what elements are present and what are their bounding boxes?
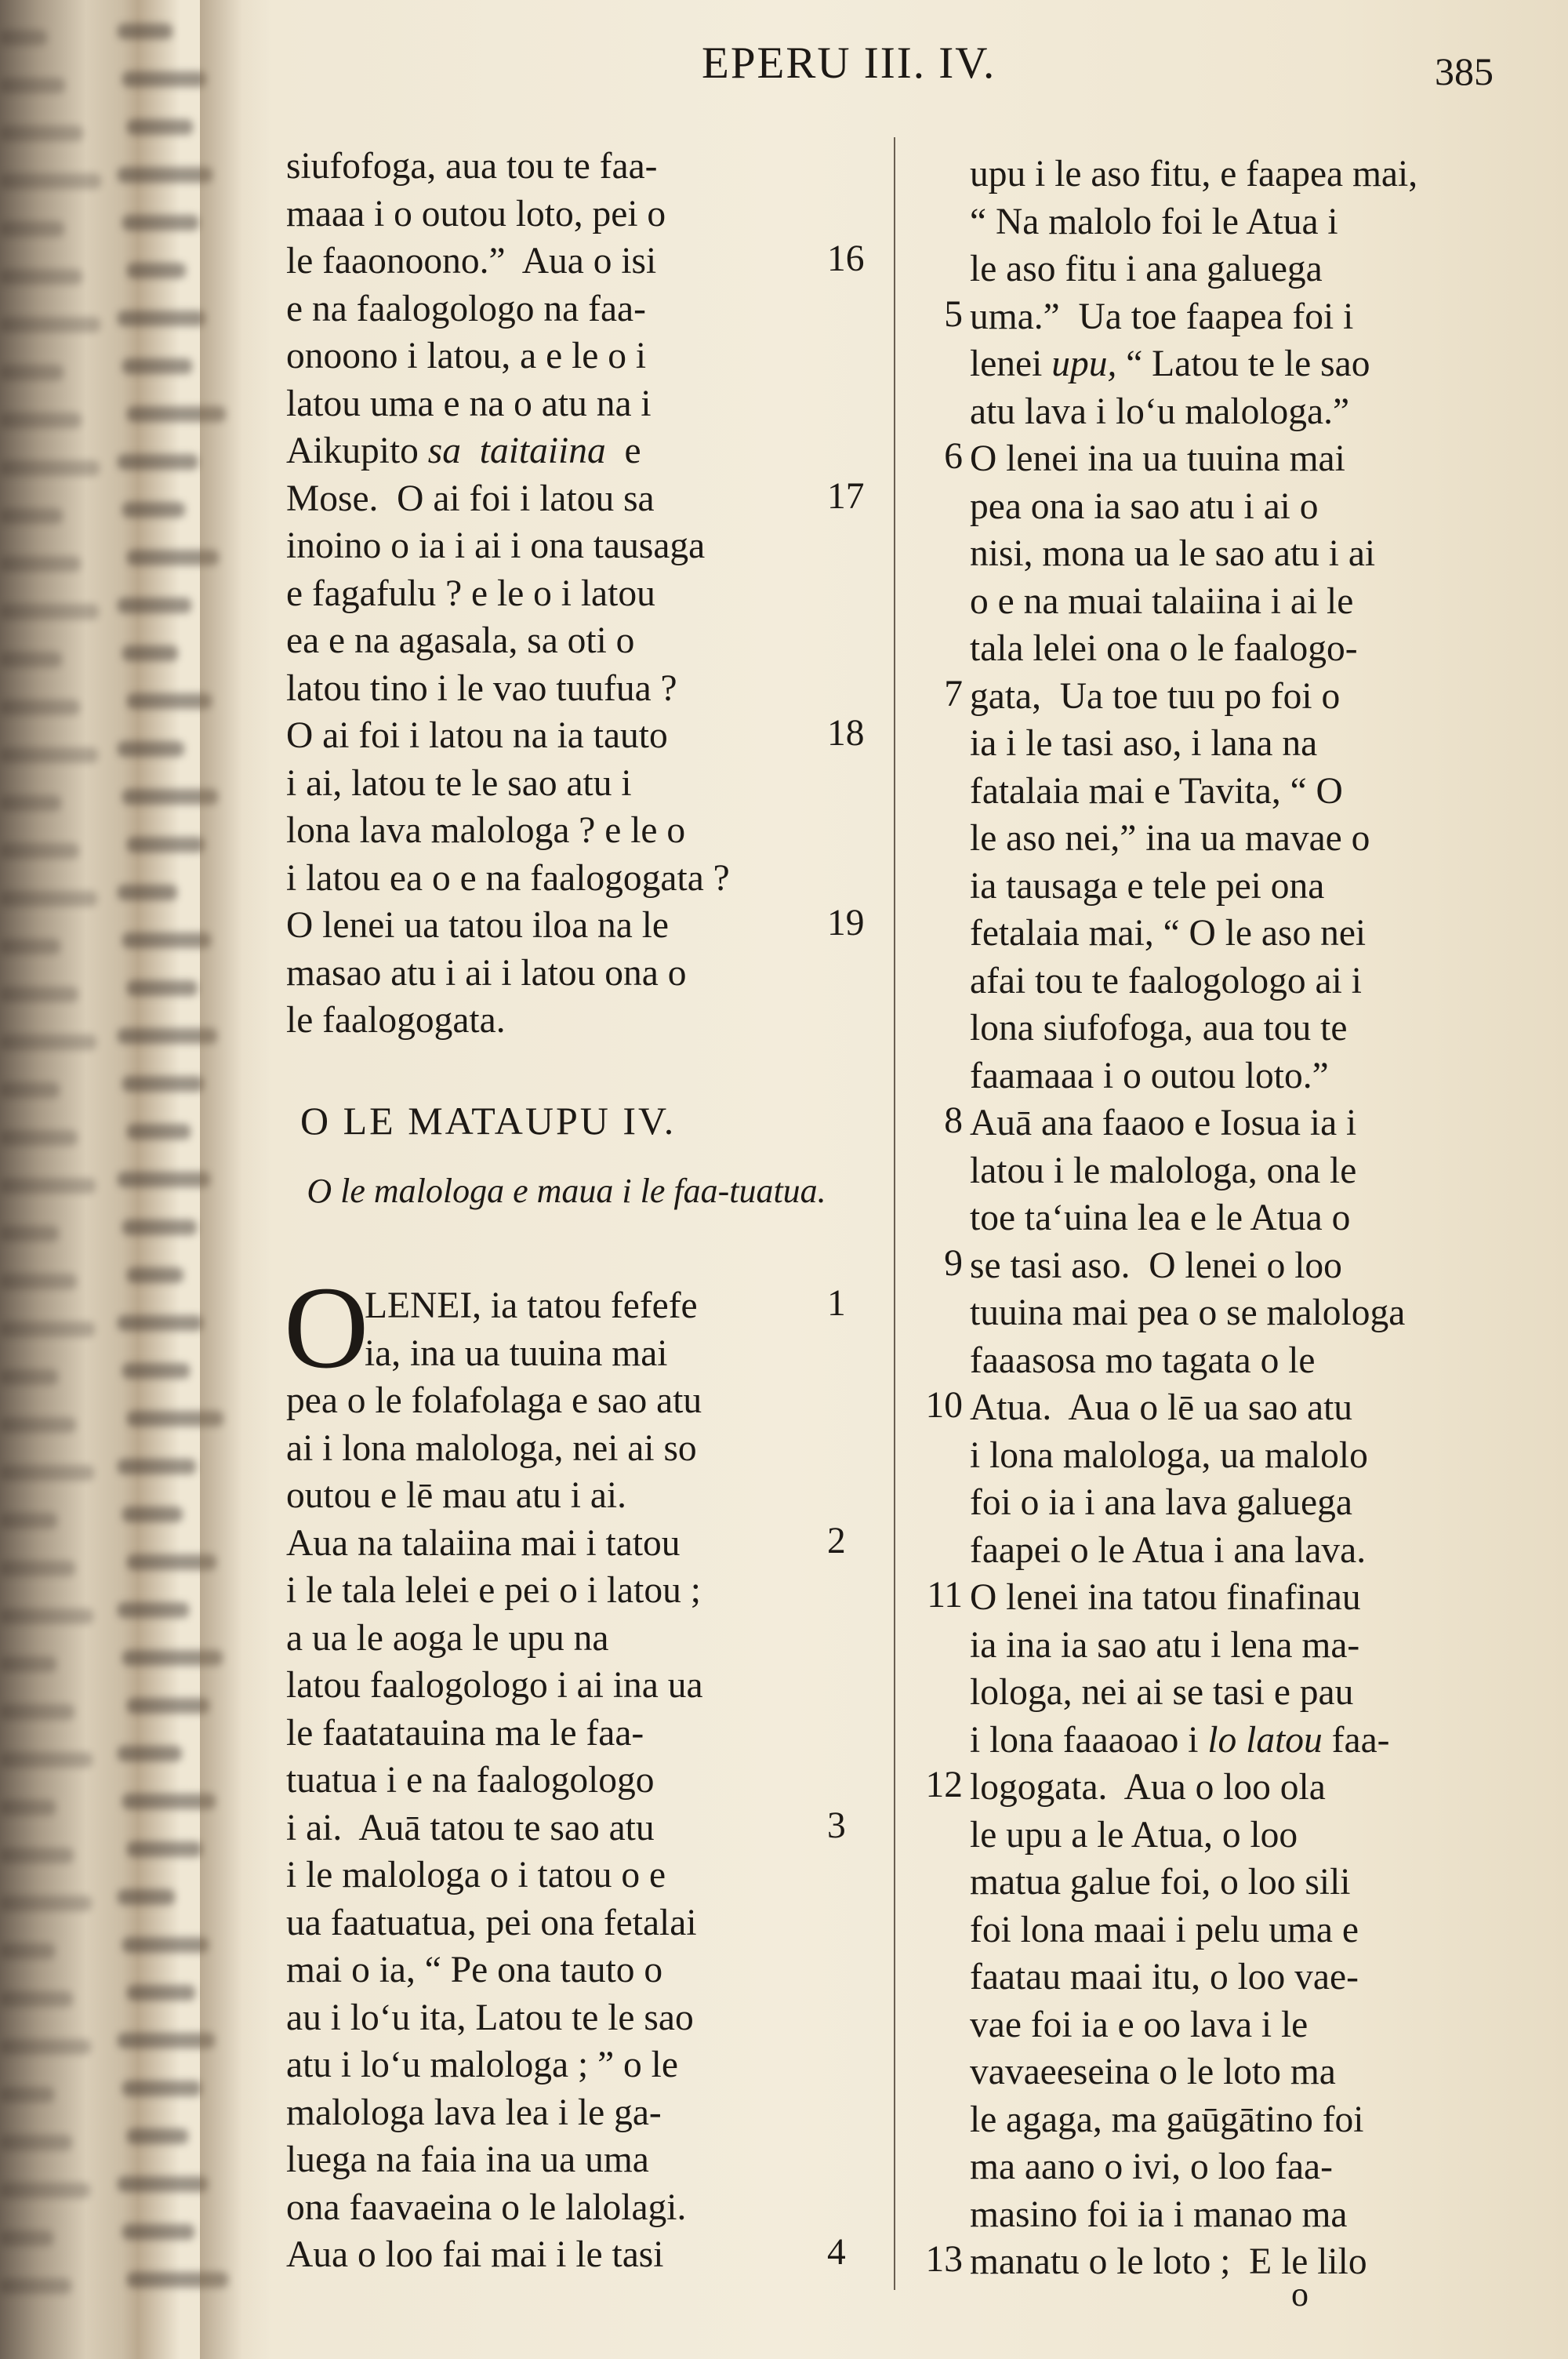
text-line: i le malologa o i tatou o e xyxy=(286,1855,666,1896)
text-line: o e na muai talaiina i ai le xyxy=(970,580,1354,622)
text-line: faapei o le Atua i ana lava. xyxy=(970,1529,1367,1571)
facing-text-line xyxy=(0,2087,54,2103)
facing-text-line xyxy=(127,1267,183,1283)
facing-text-line xyxy=(127,1841,202,1857)
facing-text-line xyxy=(0,1465,94,1481)
facing-text-line xyxy=(118,598,191,613)
facing-text-line xyxy=(0,843,79,859)
catchword: o xyxy=(1291,2275,1308,2314)
verse-number: 6 xyxy=(944,436,963,477)
verse-number: 16 xyxy=(827,238,865,279)
chapter-heading: O LE MATAUPU IV. xyxy=(300,1099,677,1143)
verse-number: 4 xyxy=(827,2232,846,2273)
text-line: ia ina ia sao atu i lena ma- xyxy=(970,1624,1360,1666)
text-line: latou faalogologo i ai ina ua xyxy=(286,1665,703,1706)
facing-text-line xyxy=(0,1130,78,1146)
text-line: maaa i o outou loto, pei o xyxy=(286,193,666,234)
facing-text-line xyxy=(0,2278,71,2294)
text-line: vavaeeseina o le loto ma xyxy=(970,2052,1336,2092)
text-line: ai i lona malologa, nei ai so xyxy=(286,1427,697,1469)
text-line: ia i le tasi aso, i lana na xyxy=(970,723,1318,764)
facing-text-line xyxy=(0,1943,55,1959)
text-line: le aso fitu i ana galuega xyxy=(970,249,1323,289)
text-span: faa- xyxy=(1322,1719,1390,1761)
facing-text-line xyxy=(0,1034,96,1050)
text-line: lona siufofoga, aua tou te xyxy=(970,1008,1348,1049)
right-column xyxy=(970,151,1417,2286)
text-line: e fagafulu ? e le o i latou xyxy=(286,572,655,614)
drop-cap: O xyxy=(284,1263,369,1393)
text-line: outou e lē mau atu i ai. xyxy=(286,1475,626,1516)
text-span: e xyxy=(605,431,641,471)
text-line: Auā ana faaoo e Iosua ia i xyxy=(970,1103,1357,1143)
text-line: pea o le folafolaga e sao atu xyxy=(286,1380,702,1421)
facing-text-line xyxy=(0,2039,91,2055)
facing-text-line xyxy=(127,1985,195,2001)
text-line: inoino o ia i ai i ona tausaga xyxy=(286,525,706,566)
verse-number: 9 xyxy=(944,1242,963,1284)
verse-number: 17 xyxy=(827,475,865,517)
text-line: siufofoga, aua tou te faa- xyxy=(286,146,658,187)
facing-text-line xyxy=(0,125,83,141)
facing-text-line xyxy=(118,1315,203,1331)
text-line: atu i loʻu malologa ; ” o le xyxy=(286,2045,678,2085)
text-line: i lona faaaoao i lo latou faa- xyxy=(970,1719,1390,1761)
facing-text-line xyxy=(0,2230,53,2246)
facing-text-line xyxy=(122,2081,201,2096)
text-line: foi lona maai i pelu uma e xyxy=(970,1909,1359,1950)
text-line: Mose. O ai foi i latou sa xyxy=(286,478,655,519)
text-line: masino foi ia i manao ma xyxy=(970,2194,1348,2235)
text-line: le upu a le Atua, o loo xyxy=(970,1814,1298,1856)
facing-text-line xyxy=(0,2183,90,2198)
facing-text-line xyxy=(0,1321,95,1337)
facing-text-line xyxy=(0,1513,57,1528)
text-line: onoono i latou, a e le o i xyxy=(286,336,647,376)
text-line: le faatatauina ma le faa- xyxy=(286,1712,644,1754)
facing-text-line xyxy=(0,1848,74,1863)
facing-text-line xyxy=(0,1656,56,1672)
text-line: a ua le aoga le upu na xyxy=(286,1617,609,1659)
facing-text-line xyxy=(0,1991,73,2007)
text-line: faamaaa i o outou loto.” xyxy=(970,1055,1329,1096)
text-line: lologa, nei ai se tasi e pau xyxy=(970,1672,1354,1713)
facing-text-line xyxy=(122,2224,194,2240)
text-line: le faaonoono.” Aua o isi xyxy=(286,241,657,282)
facing-text-line xyxy=(0,413,82,428)
text-line: latou uma e na o atu na i xyxy=(286,383,652,424)
facing-text-line xyxy=(122,215,199,231)
text-line: matua galue foi, o loo sili xyxy=(970,1862,1351,1903)
facing-text-line xyxy=(118,741,184,757)
facing-text-line xyxy=(0,30,47,45)
facing-text-line xyxy=(118,311,205,326)
text-line: se tasi aso. O lenei o loo xyxy=(970,1245,1342,1286)
text-line: tuatua i e na faalogologo xyxy=(286,1760,655,1801)
verse-number: 11 xyxy=(927,1575,963,1616)
text-line: upu i le aso fitu, e faapea mai, xyxy=(970,154,1418,194)
facing-text-line xyxy=(0,1800,56,1816)
facing-text-line xyxy=(0,604,99,620)
facing-text-line xyxy=(122,645,178,661)
italic-text: lo latou xyxy=(1207,1719,1323,1761)
facing-text-line xyxy=(0,987,78,1002)
text-line: pea ona ia sao atu i ai o xyxy=(970,485,1319,527)
text-line: faatau maai itu, o loo vae- xyxy=(970,1957,1359,1997)
text-line: manatu o le loto ; E le lilo xyxy=(970,2241,1367,2282)
chapter-summary: O le malologa e maua i le faa-tuatua. xyxy=(307,1172,826,1210)
text-line: Aua na talaiina mai i tatou xyxy=(286,1522,681,1564)
text-line: “ Na malolo foi le Atua i xyxy=(970,201,1338,242)
facing-text-line xyxy=(118,1459,196,1474)
text-line: le agaga, ma gaūgātino foi xyxy=(970,2099,1364,2140)
italic-text: sa taitaiina xyxy=(427,431,606,471)
text-line: tala lelei ona o le faalogo- xyxy=(970,628,1358,669)
text-line: ma aano o ivi, o loo faa- xyxy=(970,2146,1333,2187)
text-line: tuuina mai pea o se malologa xyxy=(970,1292,1406,1333)
text-line: faaasosa mo tagata o le xyxy=(970,1339,1316,1381)
facing-text-line xyxy=(118,885,177,900)
text-line: latou tino i le vao tuufua ? xyxy=(286,667,677,709)
text-line: vae foi ia e oo lava i le xyxy=(970,2004,1308,2045)
text-line: le aso nei,” ina ua mavae o xyxy=(970,818,1370,859)
text-line: ia, ina ua tuuina mai xyxy=(365,1332,668,1374)
facing-text-line xyxy=(118,1889,175,1905)
verse-number: 2 xyxy=(827,1520,846,1561)
facing-text-line xyxy=(0,508,63,524)
page-number: 385 xyxy=(1435,49,1494,93)
text-line: i le tala lelei e pei o i latou ; xyxy=(286,1570,701,1611)
verse-number: 1 xyxy=(827,1283,846,1324)
facing-text-line xyxy=(0,700,80,715)
facing-text-line xyxy=(0,1369,58,1385)
facing-text-line xyxy=(122,71,206,87)
facing-text-line xyxy=(127,980,198,996)
facing-text-line xyxy=(118,1172,210,1187)
text-line: ona faavaeina o le lalolagi. xyxy=(286,2186,687,2228)
text-line: Aikupito sa taitaiina e xyxy=(286,431,641,471)
text-line: nisi, mona ua le sao atu i ai xyxy=(970,533,1376,574)
text-line: i latou ea o e na faalogogata ? xyxy=(286,857,730,899)
text-line: ea e na agasala, sa oti o xyxy=(286,620,635,661)
text-line: toe taʻuina lea e le Atua o xyxy=(970,1198,1351,1238)
facing-text-line xyxy=(0,652,62,667)
text-line: logogata. Aua o loo ola xyxy=(970,1767,1326,1808)
text-line: luega na faia ina ua uma xyxy=(286,2139,649,2180)
text-line: i ai. Auā tatou te sao atu xyxy=(286,1807,655,1848)
facing-text-line xyxy=(118,167,212,183)
facing-text-line xyxy=(0,1896,92,1911)
text-line: gata, Ua toe tuu po foi o xyxy=(970,675,1341,717)
facing-text-line xyxy=(0,1082,60,1098)
facing-text-line xyxy=(122,502,185,518)
facing-text-line xyxy=(0,1561,75,1576)
facing-text-line xyxy=(0,221,64,237)
text-line: atu lava i loʻu malologa.” xyxy=(970,391,1350,432)
text-line: latou i le malologa, ona le xyxy=(970,1150,1357,1191)
facing-text-line xyxy=(127,693,212,709)
text-line: i ai, latou te le sao atu i xyxy=(286,762,632,804)
left-column-bottom xyxy=(286,1282,703,2279)
verse-number: 7 xyxy=(944,673,963,714)
verse-number: 8 xyxy=(944,1100,963,1141)
facing-text-line xyxy=(122,1507,183,1522)
facing-text-line xyxy=(122,1363,190,1379)
facing-text-line xyxy=(0,1178,96,1194)
facing-text-line xyxy=(127,263,186,278)
verse-number: 12 xyxy=(925,1765,963,1805)
left-column-top xyxy=(286,143,730,1045)
verse-number: 13 xyxy=(925,2239,963,2280)
verse-number: 19 xyxy=(827,903,865,943)
text-line: le faalogogata. xyxy=(286,1000,506,1041)
facing-text-line xyxy=(0,269,82,285)
text-line: lenei upu, “ Latou te le sao xyxy=(970,343,1370,384)
text-line: i lona malologa, ua malolo xyxy=(970,1434,1368,1476)
book-gutter xyxy=(200,0,270,2359)
facing-text-line xyxy=(0,795,61,811)
text-line: O lenei ina ua tuuina mai xyxy=(970,438,1345,479)
text-line: foi o ia i ana lava galuega xyxy=(970,1482,1352,1523)
facing-text-line xyxy=(0,1752,93,1768)
text-line: O ai foi i latou na ia tauto xyxy=(286,715,668,756)
italic-text: upu, xyxy=(1051,343,1117,384)
facing-text-line xyxy=(122,932,211,948)
facing-text-line xyxy=(127,837,205,852)
facing-text-line xyxy=(122,1076,204,1092)
column-divider xyxy=(894,137,895,2290)
facing-text-line xyxy=(127,1124,191,1140)
facing-text-line xyxy=(0,460,100,476)
text-line: mai o ia, “ Pe ona tauto o xyxy=(286,1950,663,1990)
facing-text-line xyxy=(118,24,172,39)
text-line: fetalaia mai, “ O le aso nei xyxy=(970,913,1367,954)
text-line: fatalaia mai e Tavita, “ O xyxy=(970,770,1343,812)
running-title: EPERU III. IV. xyxy=(702,38,996,88)
text-line: uma.” Ua toe faapea foi i xyxy=(970,296,1354,337)
text-line: e na faalogologo na faa- xyxy=(286,288,646,329)
facing-text-line xyxy=(127,2128,188,2144)
facing-text-line xyxy=(127,1698,209,1714)
facing-text-line xyxy=(122,358,192,374)
text-span: “ Latou te le sao xyxy=(1116,343,1370,384)
verse-number: 5 xyxy=(944,293,963,335)
facing-text-line xyxy=(0,1704,74,1720)
facing-text-line xyxy=(0,556,81,572)
facing-text-line xyxy=(0,1417,76,1433)
facing-text-line xyxy=(0,939,60,954)
facing-text-line xyxy=(0,1608,93,1624)
facing-text-line xyxy=(118,2176,208,2192)
facing-text-line xyxy=(0,891,97,907)
text-line: Aua o loo fai mai i le tasi xyxy=(286,2234,664,2275)
text-line: au i loʻu ita, Latou te le sao xyxy=(286,1997,694,2038)
facing-text-line xyxy=(0,78,65,93)
text-line: ua faatuatua, pei ona fetalai xyxy=(286,1902,697,1943)
facing-text-line xyxy=(122,1219,197,1235)
facing-text-line xyxy=(118,1602,189,1618)
verse-number: 3 xyxy=(827,1805,846,1846)
text-line: afai tou te faalogologo ai i xyxy=(970,960,1362,1001)
text-line: masao atu i ai i latou ona o xyxy=(286,952,687,994)
facing-text-line xyxy=(127,119,193,135)
text-line: lona lava malologa ? e le o xyxy=(286,810,686,851)
facing-text-line xyxy=(118,1746,182,1761)
verse-number: 18 xyxy=(827,713,865,754)
facing-text-line xyxy=(0,365,64,380)
text-line: LENEI, ia tatou fefefe xyxy=(365,1285,698,1326)
facing-text-line xyxy=(0,317,100,333)
facing-text-line xyxy=(118,454,198,470)
facing-text-line xyxy=(122,1937,209,1953)
text-line: Atua. Aua o lē ua sao atu xyxy=(970,1387,1353,1428)
text-line: malologa lava lea i le ga- xyxy=(286,2092,662,2133)
facing-text-line xyxy=(0,1274,77,1289)
facing-text-line xyxy=(0,747,98,763)
facing-text-line xyxy=(0,173,101,189)
text-line: ia tausaga e tele pei ona xyxy=(970,865,1325,907)
facing-text-line xyxy=(0,2135,72,2150)
text-line: O lenei ua tatou iloa na le xyxy=(286,905,670,946)
facing-text-line xyxy=(0,1226,59,1241)
verse-number: 10 xyxy=(925,1385,963,1426)
text-line: O lenei ina tatou finafinau xyxy=(970,1577,1361,1618)
